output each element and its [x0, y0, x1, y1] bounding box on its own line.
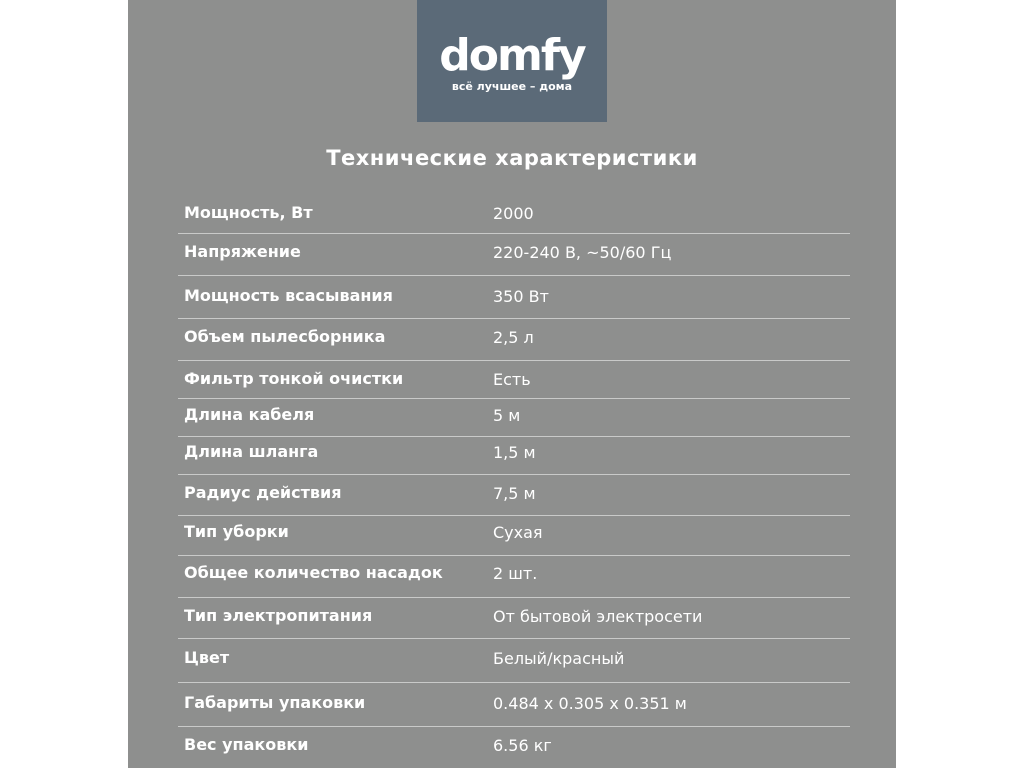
brand-logo [417, 0, 607, 122]
spec-row [178, 475, 850, 516]
spec-value: 350 Вт [493, 287, 549, 306]
spec-value: 7,5 м [493, 484, 536, 503]
brand-logo-text: domfy [439, 30, 585, 81]
spec-value: Белый/красный [493, 649, 625, 668]
spec-row [178, 361, 850, 399]
spec-label: Длина шланга [184, 442, 319, 461]
spec-row [178, 727, 850, 767]
spec-row [178, 639, 850, 683]
spec-value: 2 шт. [493, 564, 538, 583]
page-title: Технические характеристики [326, 146, 698, 170]
spec-label: Фильтр тонкой очистки [184, 369, 404, 388]
spec-table [178, 190, 850, 767]
spec-row [178, 234, 850, 276]
spec-row [178, 556, 850, 598]
spec-value: 5 м [493, 406, 521, 425]
spec-label: Вес упаковки [184, 735, 309, 754]
spec-value: Есть [493, 370, 531, 389]
spec-row [178, 399, 850, 437]
spec-label: Радиус действия [184, 483, 342, 502]
spec-sheet-panel [128, 0, 896, 768]
brand-tagline: всё лучшее – дома [451, 80, 573, 93]
spec-label: Объем пылесборника [184, 327, 386, 346]
spec-label: Мощность, Вт [184, 203, 313, 222]
spec-value: 6.56 кг [493, 736, 552, 755]
spec-value: 1,5 м [493, 443, 536, 462]
spec-value: 220-240 В, ~50/60 Гц [493, 243, 672, 262]
spec-row [178, 437, 850, 475]
spec-value: 2,5 л [493, 328, 534, 347]
spec-label: Тип уборки [184, 522, 289, 541]
spec-label: Габариты упаковки [184, 693, 366, 712]
spec-row [178, 516, 850, 556]
spec-label: Цвет [184, 648, 230, 667]
spec-row [178, 190, 850, 234]
spec-label: Мощность всасывания [184, 286, 393, 305]
spec-row [178, 683, 850, 727]
spec-row [178, 319, 850, 361]
spec-row [178, 276, 850, 319]
spec-label: Длина кабеля [184, 405, 315, 424]
spec-value: 0.484 x 0.305 x 0.351 м [493, 694, 687, 713]
spec-value: Сухая [493, 523, 543, 542]
spec-row [178, 598, 850, 639]
spec-label: Тип электропитания [184, 606, 373, 625]
spec-label: Общее количество насадок [184, 563, 443, 582]
spec-value: От бытовой электросети [493, 607, 703, 626]
spec-label: Напряжение [184, 242, 301, 261]
spec-value: 2000 [493, 204, 534, 223]
